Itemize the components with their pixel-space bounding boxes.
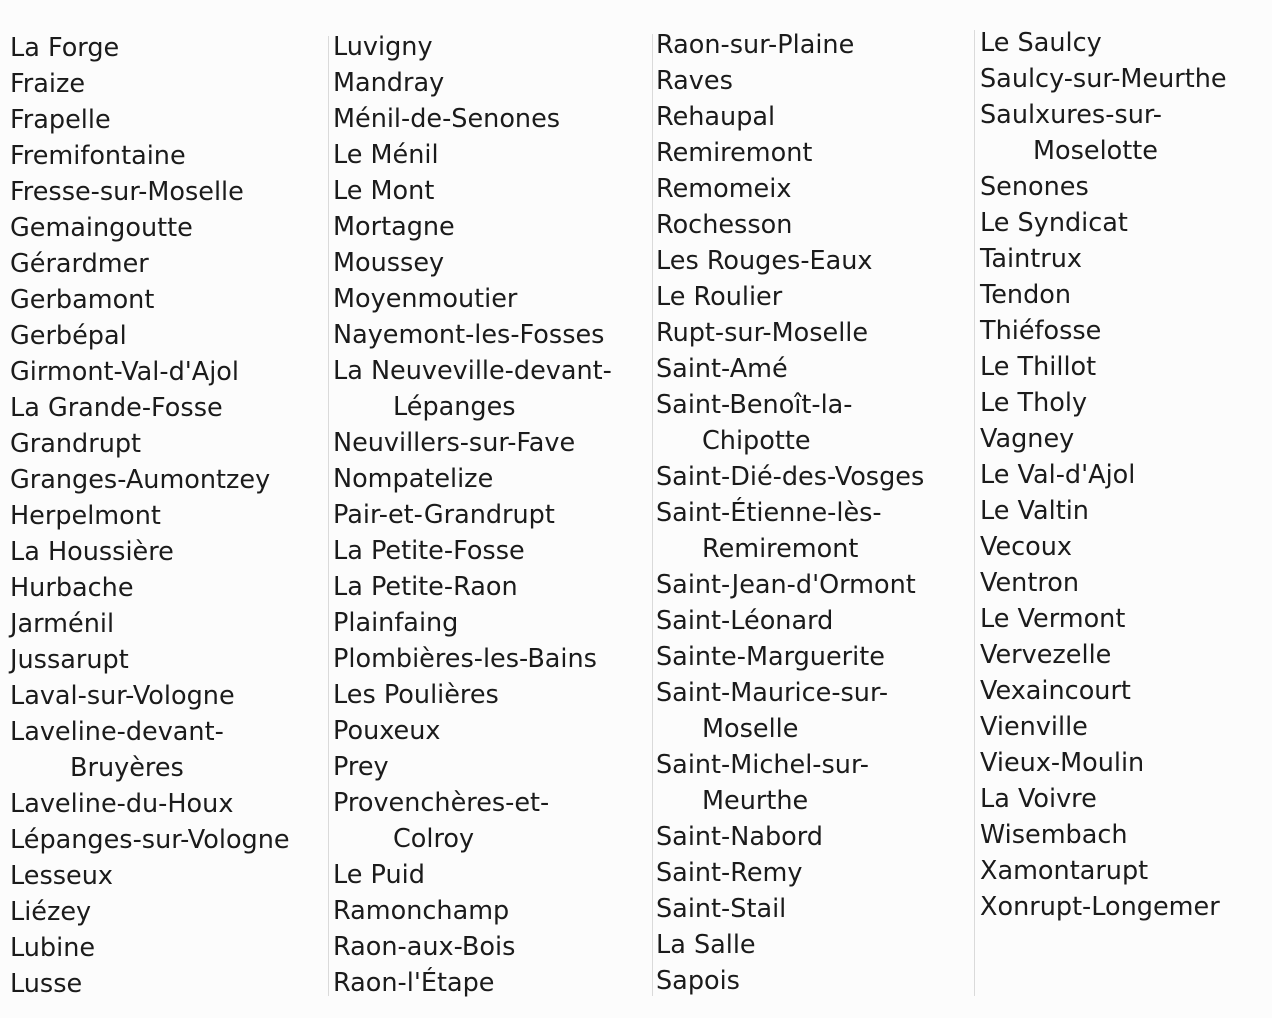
commune-name: Lusse	[10, 969, 83, 999]
commune-name: Prey	[333, 752, 389, 782]
commune-name-continuation: Meurthe	[702, 786, 809, 816]
commune-name: Liézey	[10, 897, 92, 927]
commune-name: Xamontarupt	[980, 856, 1149, 886]
commune-name: Vexaincourt	[980, 676, 1131, 706]
commune-name: Rochesson	[656, 210, 793, 240]
commune-name: Raon-aux-Bois	[333, 932, 516, 962]
commune-name: Gerbamont	[10, 285, 155, 315]
commune-name: Nompatelize	[333, 464, 494, 494]
commune-name: Vagney	[980, 424, 1075, 454]
commune-name: Vervezelle	[980, 640, 1112, 670]
commune-name: La Neuveville-devant-	[333, 356, 612, 386]
commune-name: Saulcy-sur-Meurthe	[980, 64, 1227, 94]
commune-name-continuation: Bruyères	[70, 753, 184, 783]
commune-name: Sapois	[656, 966, 740, 996]
commune-name: Fresse-sur-Moselle	[10, 177, 244, 207]
commune-name: Vecoux	[980, 532, 1073, 562]
commune-name: Wisembach	[980, 820, 1128, 850]
commune-name-continuation: Lépanges	[393, 392, 516, 422]
commune-name: La Houssière	[10, 537, 174, 567]
commune-name: Moyenmoutier	[333, 284, 518, 314]
commune-name: Le Valtin	[980, 496, 1089, 526]
commune-name: Lubine	[10, 933, 96, 963]
commune-name: Le Syndicat	[980, 208, 1128, 238]
commune-name: Gemaingoutte	[10, 213, 193, 243]
commune-name: Laval-sur-Vologne	[10, 681, 235, 711]
commune-name: Ménil-de-Senones	[333, 104, 561, 134]
commune-name: Saint-Maurice-sur-	[656, 678, 889, 708]
commune-name: Jussarupt	[10, 645, 129, 675]
commune-name: Remiremont	[656, 138, 813, 168]
commune-name: Pair-et-Grandrupt	[333, 500, 555, 530]
commune-name: Laveline-devant-	[10, 717, 224, 747]
commune-name: Lesseux	[10, 861, 113, 891]
commune-column-3	[656, 27, 974, 999]
commune-name: Hurbache	[10, 573, 134, 603]
commune-name: Raon-l'Étape	[333, 968, 495, 998]
commune-name: Le Tholy	[980, 388, 1088, 418]
commune-name: Saint-Étienne-lès-	[656, 498, 882, 528]
commune-name: Pouxeux	[333, 716, 441, 746]
commune-name: Fraize	[10, 69, 86, 99]
commune-name: Le Val-d'Ajol	[980, 460, 1136, 490]
commune-name: Taintrux	[980, 244, 1082, 274]
commune-name: Saint-Remy	[656, 858, 803, 888]
commune-name: Saint-Benoît-la-	[656, 390, 853, 420]
commune-name: Saint-Stail	[656, 894, 787, 924]
commune-name: Mandray	[333, 68, 445, 98]
commune-name: Saint-Jean-d'Ormont	[656, 570, 916, 600]
commune-name-continuation: Colroy	[393, 824, 475, 854]
column-divider	[974, 30, 975, 996]
commune-name: Mortagne	[333, 212, 455, 242]
commune-name: Xonrupt-Longemer	[980, 892, 1220, 922]
commune-name: Saint-Nabord	[656, 822, 823, 852]
commune-name: Luvigny	[333, 32, 433, 62]
commune-name: Nayemont-les-Fosses	[333, 320, 605, 350]
commune-name: Frapelle	[10, 105, 111, 135]
commune-name: Thiéfosse	[980, 316, 1102, 346]
commune-name: Senones	[980, 172, 1089, 202]
commune-name: Fremifontaine	[10, 141, 186, 171]
commune-name-continuation: Moselle	[702, 714, 799, 744]
commune-name: Herpelmont	[10, 501, 161, 531]
commune-name: Saint-Amé	[656, 354, 788, 384]
commune-name: Laveline-du-Houx	[10, 789, 234, 819]
commune-name: La Petite-Fosse	[333, 536, 525, 566]
commune-column-2	[333, 29, 651, 1001]
commune-name: Neuvillers-sur-Fave	[333, 428, 576, 458]
commune-name: Gérardmer	[10, 249, 149, 279]
commune-name: Sainte-Marguerite	[656, 642, 885, 672]
commune-name: Plainfaing	[333, 608, 459, 638]
commune-column-4	[980, 25, 1270, 925]
commune-name: Le Thillot	[980, 352, 1097, 382]
commune-name: La Grande-Fosse	[10, 393, 223, 423]
commune-name: Vienville	[980, 712, 1088, 742]
commune-name: La Salle	[656, 930, 756, 960]
commune-name: Le Roulier	[656, 282, 783, 312]
commune-name: Le Puid	[333, 860, 425, 890]
column-divider	[328, 36, 329, 996]
commune-column-1	[10, 30, 325, 1002]
commune-name-continuation: Chipotte	[702, 426, 811, 456]
commune-name: Ramonchamp	[333, 896, 510, 926]
commune-name: Remomeix	[656, 174, 792, 204]
commune-name: Saint-Michel-sur-	[656, 750, 870, 780]
commune-name: Moussey	[333, 248, 445, 278]
commune-name: Raon-sur-Plaine	[656, 30, 855, 60]
commune-name: Les Poulières	[333, 680, 499, 710]
commune-name: Le Saulcy	[980, 28, 1102, 58]
commune-name: Saint-Dié-des-Vosges	[656, 462, 925, 492]
commune-name: La Voivre	[980, 784, 1097, 814]
commune-name: Le Mont	[333, 176, 435, 206]
commune-name: La Forge	[10, 33, 120, 63]
commune-name: Saint-Léonard	[656, 606, 834, 636]
commune-name: Provenchères-et-	[333, 788, 550, 818]
commune-name: Granges-Aumontzey	[10, 465, 271, 495]
commune-name: Vieux-Moulin	[980, 748, 1145, 778]
commune-name: Girmont-Val-d'Ajol	[10, 357, 239, 387]
commune-name: Les Rouges-Eaux	[656, 246, 873, 276]
column-divider	[652, 34, 653, 996]
commune-name: Gerbépal	[10, 321, 127, 351]
commune-name: Le Ménil	[333, 140, 439, 170]
commune-name: Rupt-sur-Moselle	[656, 318, 869, 348]
commune-name-continuation: Remiremont	[702, 534, 859, 564]
commune-name: Plombières-les-Bains	[333, 644, 597, 674]
commune-name: Tendon	[980, 280, 1072, 310]
commune-name: Grandrupt	[10, 429, 142, 459]
commune-name: Raves	[656, 66, 733, 96]
commune-name: Rehaupal	[656, 102, 776, 132]
commune-name: Le Vermont	[980, 604, 1126, 634]
commune-name: La Petite-Raon	[333, 572, 518, 602]
commune-name-continuation: Moselotte	[1033, 136, 1158, 166]
commune-name: Saulxures-sur-	[980, 100, 1162, 130]
commune-name: Lépanges-sur-Vologne	[10, 825, 290, 855]
commune-name: Jarménil	[10, 609, 115, 639]
commune-name: Ventron	[980, 568, 1079, 598]
